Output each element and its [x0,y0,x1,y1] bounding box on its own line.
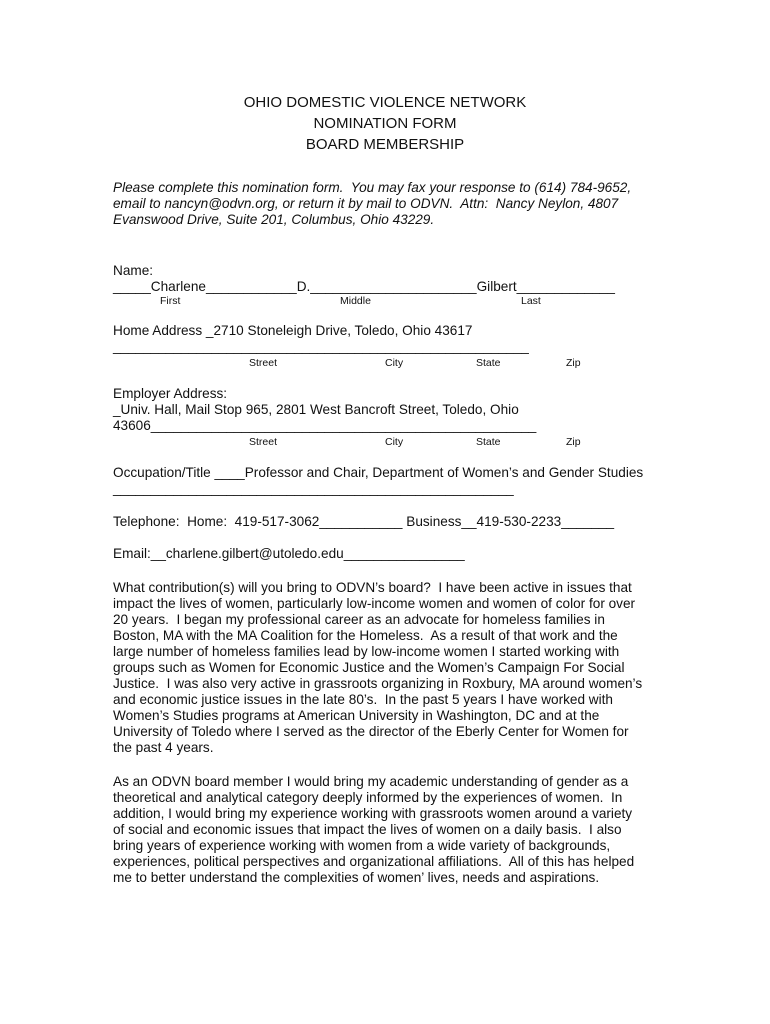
board-member-line-3: addition, I would bring my experience working with grassroots women around a variety [113,806,633,821]
name-label: Name: [113,263,154,278]
contribution-line-6: groups such as Women for Economic Justice and the Women’s Campaign For Social [113,660,625,675]
contribution-line-8: and economic justice issues in the late 80’s. In the past 5 years I have worked with [113,692,613,707]
home-address-blank-line: _______________________________________________________ [113,339,529,354]
name-sub-middle: Middle [340,295,371,307]
home-sub-zip: Zip [566,357,581,369]
instructions-line-2: email to nancyn@odvn.org, or return it by mail to ODVN. Attn: Nancy Neylon, 4807 [113,196,619,211]
home-sub-street: Street [249,357,278,369]
employer-address-line-1: _Univ. Hall, Mail Stop 965, 2801 West Bancroft Street, Toledo, Ohio [113,402,519,417]
board-member-line-5: bring years of experience working with women from a wide variety of backgrounds, [113,838,611,853]
employer-sub-city: City [385,436,404,448]
home-address-field: Home Address _2710 Stoneleigh Drive, Toledo, Ohio 43617 [113,323,473,338]
contribution-line-11: the past 4 years. [113,740,214,755]
contribution-line-3: 20 years. I began my professional career as an advocate for homeless families in [113,612,605,627]
board-member-line-1: As an ODVN board member I would bring my academic understanding of gender as a [113,774,629,789]
occupation-blank-line: _____________________________________________________ [113,481,514,496]
employer-address-label: Employer Address: [113,386,228,401]
board-member-line-6: experiences, political perspectives and organizational affiliations. All of this has helped [113,854,635,869]
instructions-line-3: Evanswood Drive, Suite 201, Columbus, Ohio 43229. [113,212,435,227]
employer-sub-street: Street [249,436,278,448]
title-line-3: BOARD MEMBERSHIP [305,136,465,153]
board-member-line-4: of social and economic issues that impact the lives of women on a daily basis. I also [113,822,622,837]
contribution-line-1: What contribution(s) will you bring to ODVN’s board? I have been active in issues that [113,580,632,595]
title-line-2: NOMINATION FORM [313,115,457,132]
contribution-line-9: Women’s Studies programs at American University in Washington, DC and at the [113,708,600,723]
telephone-field: Telephone: Home: 419-517-3062___________ Business__419-530-2233_______ [113,514,615,529]
employer-sub-state: State [476,436,501,448]
occupation-field: Occupation/Title ____Professor and Chair, Department of Women’s and Gender Studies [113,465,644,480]
name-sub-last: Last [521,295,541,307]
board-member-line-7: me to better understand the complexities of women’ lives, needs and aspirations. [113,870,600,885]
home-sub-state: State [476,357,501,369]
instructions-line-1: Please complete this nomination form. You may fax your response to (614) 784-9652, [113,180,632,195]
board-member-line-2: theoretical and analytical category deeply informed by the experiences of women. In [113,790,623,805]
home-sub-city: City [385,357,404,369]
contribution-line-5: large number of homeless families lead by low-income women I started working with [113,644,620,659]
title-line-1: OHIO DOMESTIC VIOLENCE NETWORK [243,94,527,111]
employer-address-line-2: 43606___________________________________________________ [113,418,537,433]
contribution-line-10: University of Toledo where I served as the director of the Eberly Center for Women for [113,724,629,739]
contribution-line-4: Boston, MA with the MA Coalition for the Homeless. As a result of that work and the [113,628,618,643]
employer-sub-zip: Zip [566,436,581,448]
name-field: _____Charlene____________D.______________________Gilbert_____________ [113,279,615,294]
contribution-line-7: Justice. I was also very active in grassroots organizing in Roxbury, MA around women’s [113,676,643,691]
name-sub-first: First [160,295,181,307]
contribution-line-2: impact the lives of women, particularly low-income women and women of color for over [113,596,636,611]
email-field: Email:__charlene.gilbert@utoledo.edu________________ [113,546,465,561]
